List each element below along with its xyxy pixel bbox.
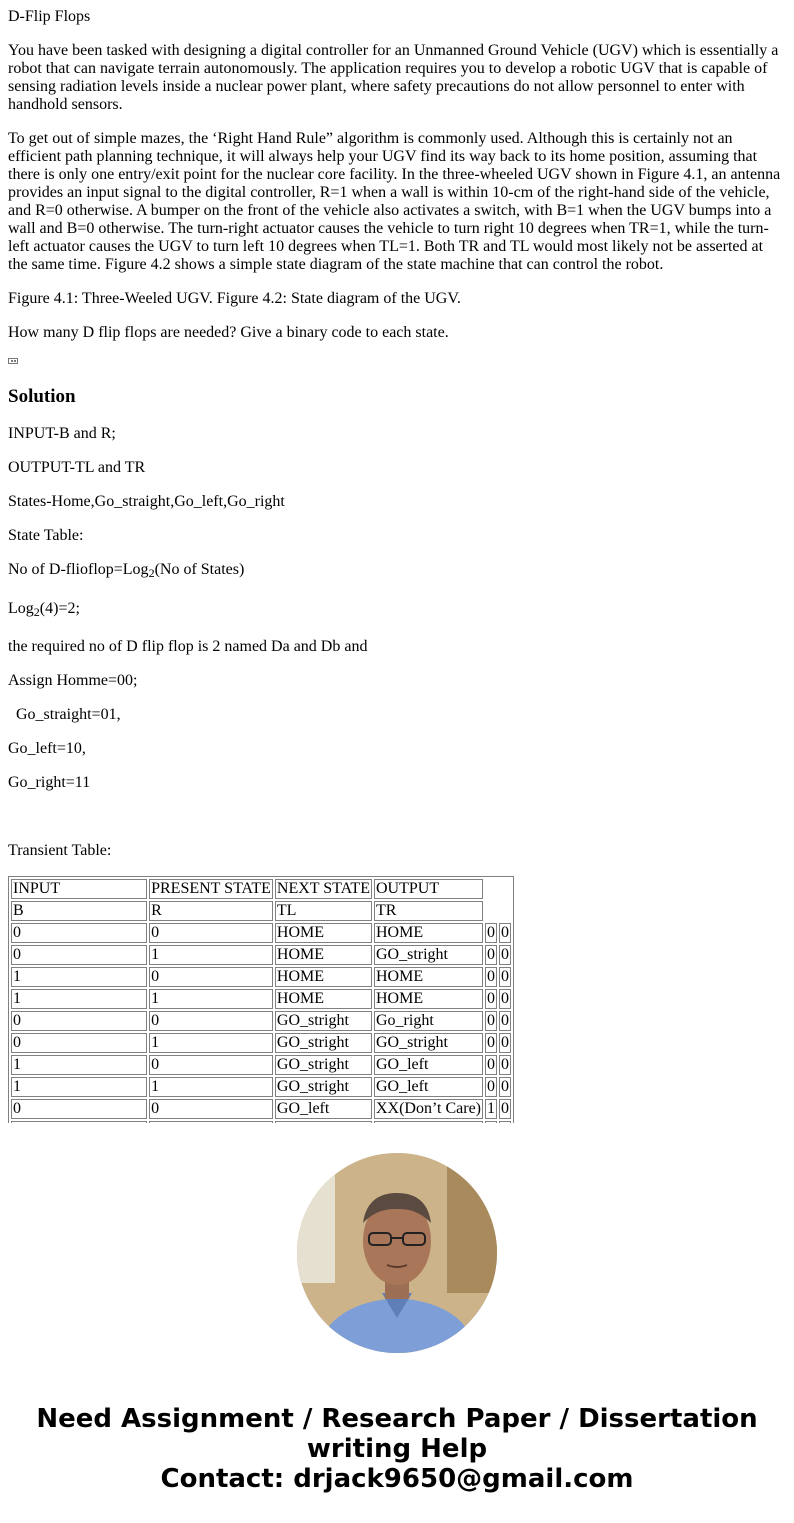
table-cell: HOME bbox=[275, 989, 372, 1009]
formula-text-end: (No of States) bbox=[154, 561, 245, 578]
ad-contact: Contact: drjack9650@gmail.com bbox=[160, 1464, 634, 1494]
table-row bbox=[11, 1121, 511, 1123]
table-cell: 0 bbox=[149, 967, 273, 987]
formula-subscript: 2 bbox=[148, 566, 155, 580]
log-text-end: (4)=2; bbox=[39, 600, 80, 617]
table-cell: 0 bbox=[149, 1055, 273, 1075]
ad-line: Need Assignment / Research Paper / Dissertation bbox=[36, 1404, 758, 1434]
table-cell: 0 bbox=[149, 1099, 273, 1119]
table-header-cell: OUTPUT bbox=[374, 879, 483, 899]
table-cell: 0 bbox=[487, 1056, 495, 1073]
table-header-row bbox=[11, 879, 511, 899]
table-cell: XX(Don’t Care) bbox=[375, 1100, 481, 1117]
table-cell: GO_left bbox=[275, 1099, 372, 1119]
table-cell: 1 bbox=[487, 1100, 495, 1117]
table-cell: 0 bbox=[501, 1056, 509, 1073]
table-cell bbox=[11, 1121, 147, 1123]
table-cell: HOME bbox=[275, 945, 372, 965]
flipflop-formula bbox=[8, 561, 244, 579]
table-header-cell: TL bbox=[275, 901, 372, 921]
table-header-cell: NEXT STATE bbox=[276, 880, 370, 897]
table-cell: HOME bbox=[374, 989, 483, 1009]
required-flipflops: the required no of D flip flop is 2 named Da and Db and bbox=[8, 638, 368, 655]
transient-table-container bbox=[8, 876, 514, 1123]
table-cell: Go_right bbox=[374, 1011, 483, 1031]
table-cell: 0 bbox=[487, 1034, 495, 1051]
table-cell: 0 bbox=[487, 1012, 495, 1029]
table-row bbox=[11, 1011, 511, 1031]
transient-table bbox=[8, 876, 514, 1123]
state-table-label: State Table: bbox=[8, 527, 84, 544]
table-cell: GO_left bbox=[374, 1077, 483, 1097]
table-row bbox=[11, 1055, 511, 1075]
table-row bbox=[11, 1099, 511, 1119]
log-subscript: 2 bbox=[33, 605, 40, 619]
table-cell: HOME bbox=[374, 967, 483, 987]
table-cell: 0 bbox=[501, 924, 509, 941]
table-header-cell: TR bbox=[374, 901, 483, 921]
table-cell: 1 bbox=[149, 945, 273, 965]
figure-captions: Figure 4.1: Three-Weeled UGV. Figure 4.2: State diagram of the UGV. bbox=[8, 290, 461, 307]
table-cell: 1 bbox=[11, 1055, 147, 1075]
table-cell: 0 bbox=[149, 1011, 273, 1031]
table-cell: 0 bbox=[501, 1100, 509, 1117]
table-cell: 0 bbox=[11, 1011, 147, 1031]
table-cell: GO_stright bbox=[374, 945, 483, 965]
table-cell: 0 bbox=[501, 1078, 509, 1095]
table-row bbox=[11, 967, 511, 987]
table-row bbox=[11, 923, 511, 943]
table-cell: 0 bbox=[501, 990, 509, 1007]
table-cell: 0 bbox=[11, 1099, 147, 1119]
table-cell: 0 bbox=[487, 1078, 495, 1095]
table-row bbox=[11, 945, 511, 965]
table-cell: 0 bbox=[11, 945, 147, 965]
table-cell: 1 bbox=[149, 1077, 273, 1097]
table-cell: 0 bbox=[501, 1034, 509, 1051]
question-intro: You have been tasked with designing a digital controller for an Unmanned Ground Vehicle (UGV) which is essentially a robot that can navigate terrain autonomously. The application requires you to develop a robotic UGV that is capable of sensing radiation levels inside a nuclear power plant, where safety precautions do not allow personnel to enter with handhold sensors. bbox=[8, 42, 779, 113]
solution-input: INPUT-B and R; bbox=[8, 425, 116, 442]
table-cell: HOME bbox=[275, 967, 372, 987]
log-calculation bbox=[8, 600, 80, 618]
solution-states: States-Home,Go_straight,Go_left,Go_right bbox=[8, 493, 285, 510]
ad-line: writing Help bbox=[306, 1434, 488, 1464]
table-cell: HOME bbox=[374, 923, 483, 943]
table-cell: 0 bbox=[487, 990, 495, 1007]
solution-heading: Solution bbox=[8, 386, 76, 407]
table-cell: GO_stright bbox=[275, 1033, 372, 1053]
table-cell: GO_stright bbox=[275, 1077, 372, 1097]
table-cell: GO_stright bbox=[275, 1011, 372, 1031]
table-cell: 1 bbox=[149, 1033, 273, 1053]
broken-image-icon bbox=[8, 358, 18, 364]
question-ask: How many D flip flops are needed? Give a binary code to each state. bbox=[8, 324, 449, 341]
table-header-cell: PRESENT STATE bbox=[151, 880, 271, 897]
table-cell bbox=[485, 1121, 497, 1123]
ad-banner bbox=[0, 1404, 794, 1494]
table-cell: 0 bbox=[487, 968, 495, 985]
table-cell bbox=[374, 1121, 483, 1123]
table-cell bbox=[275, 1121, 372, 1123]
assign-go-straight: Go_straight=01, bbox=[8, 706, 121, 723]
person-portrait-icon bbox=[297, 1153, 497, 1353]
table-row bbox=[11, 1033, 511, 1053]
table-cell: GO_stright bbox=[374, 1033, 483, 1053]
table-cell: 0 bbox=[501, 946, 509, 963]
solution-output: OUTPUT-TL and TR bbox=[8, 459, 146, 476]
question-paragraph: To get out of simple mazes, the ‘Right Hand Rule” algorithm is commonly used. Although this is certainly not an efficient path planning technique, it will always help your UGV find its way back to its home position, assuming that there is only one entry/exit point for the nuclear core facility. In the three-wheeled UGV shown in Figure 4.1, an antenna provides an input signal to the digital controller, R=1 when a wall is within 10-cm of the right-hand side of the vehicle, and R=0 otherwise. A bumper on the front of the vehicle also activates a switch, with B=1 when the UGV bumps into a wall and B=0 otherwise. The turn-right actuator causes the vehicle to turn right 10 degrees when TR=1, while the turn-left actuator causes the UGV to turn left 10 degrees when TL=1. Both TR and TL would most likely not be asserted at the same time. Figure 4.2 shows a simple state diagram of the state machine that can control the robot. bbox=[8, 130, 781, 273]
assign-home: Assign Homme=00; bbox=[8, 672, 138, 689]
table-cell: 0 bbox=[501, 1012, 509, 1029]
table-cell: 1 bbox=[11, 1077, 147, 1097]
table-cell: 0 bbox=[501, 968, 509, 985]
table-cell bbox=[149, 1121, 273, 1123]
table-cell: HOME bbox=[275, 923, 372, 943]
table-row bbox=[11, 1077, 511, 1097]
table-cell: 0 bbox=[149, 923, 273, 943]
table-cell: 0 bbox=[487, 924, 495, 941]
table-cell: GO_left bbox=[374, 1055, 483, 1075]
table-cell bbox=[499, 1121, 511, 1123]
table-cell: 0 bbox=[487, 946, 495, 963]
formula-text: No of D-flioflop=Log bbox=[8, 561, 149, 578]
log-text: Log bbox=[8, 600, 34, 617]
transient-table-label: Transient Table: bbox=[8, 842, 112, 859]
table-cell: GO_stright bbox=[275, 1055, 372, 1075]
table-cell: 1 bbox=[149, 989, 273, 1009]
table-cell: 0 bbox=[11, 923, 147, 943]
assign-go-left: Go_left=10, bbox=[8, 740, 86, 757]
table-header-row bbox=[11, 901, 511, 921]
table-header-cell: R bbox=[149, 901, 273, 921]
table-cell: 0 bbox=[11, 1033, 147, 1053]
table-cell: 1 bbox=[11, 967, 147, 987]
table-row bbox=[11, 989, 511, 1009]
table-header-cell: INPUT bbox=[11, 879, 147, 899]
table-cell: 1 bbox=[11, 989, 147, 1009]
assign-go-right: Go_right=11 bbox=[8, 774, 91, 791]
table-header-cell: B bbox=[11, 901, 147, 921]
author-photo bbox=[297, 1153, 497, 1353]
question-title: D-Flip Flops bbox=[8, 8, 91, 25]
